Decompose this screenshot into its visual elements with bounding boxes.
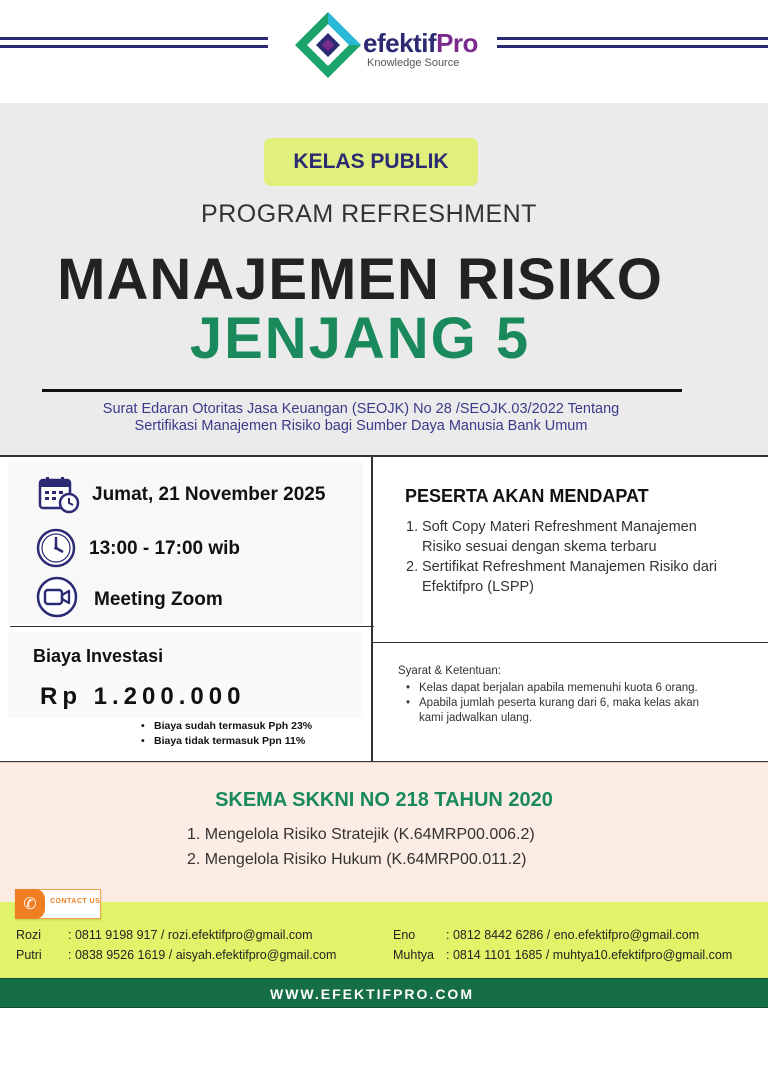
brand-name: efektifPro — [363, 28, 478, 58]
benefit-item: 2. Sertifikat Refreshment Manajemen Risiko dari Efektifpro (LSPP) — [406, 559, 717, 595]
contact-info[interactable]: : 0838 9526 1619 / aisyah.efektifpro@gmail.com — [68, 948, 337, 962]
term-item: • Kelas dapat berjalan apabila memenuhi kuota 6 orang. — [404, 681, 704, 696]
title-divider — [42, 389, 682, 392]
info-left-mid-divider — [10, 626, 374, 627]
terms-title: Syarat & Ketentuan: — [398, 665, 501, 677]
contact-us-label: CONTACT US — [50, 898, 101, 905]
header-rule-right-top — [497, 37, 768, 40]
contact-info[interactable]: : 0814 1101 1685 / muhtya10.efektifpro@gmail.com — [446, 948, 733, 962]
video-camera-icon — [36, 576, 78, 618]
term-item: • Apabila jumlah peserta kurang dari 6, maka kelas akan kami jadwalkan ulang. — [404, 696, 704, 726]
contact-name: Rozi — [16, 928, 42, 942]
contact-name: Eno — [393, 928, 416, 942]
investment-label: Biaya Investasi — [33, 646, 164, 666]
scheme-item: 1. Mengelola Risiko Stratejik (K.64MRP00.006.2) — [187, 826, 535, 843]
logo-diamond-icon — [293, 10, 363, 80]
header-rule-left-bottom — [0, 45, 268, 48]
info-center-divider — [371, 455, 373, 762]
contact-name: Putri — [16, 948, 42, 962]
regulation-reference: Surat Edaran Otoritas Jasa Keuangan (SEOJK) No 28 /SEOJK.03/2022 Tentang Sertifikasi Manajemen Risiko bagi Sumber Daya Manusia Bank Umum — [102, 401, 620, 434]
program-label: PROGRAM REFRESHMENT — [201, 200, 537, 228]
investment-price: Rp 1.200.000 — [40, 683, 246, 710]
scheme-list — [187, 822, 535, 872]
benefit-item: 1. Soft Copy Materi Refreshment Manajemen Risiko sesuai dengan skema terbaru — [406, 519, 697, 555]
header-rule-left-top — [0, 37, 268, 40]
scheme-item: 2. Mengelola Risiko Hukum (K.64MRP00.011.2) — [187, 851, 527, 868]
header-rule-right-bottom — [497, 45, 768, 48]
event-time: 13:00 - 17:00 wib — [89, 538, 241, 559]
info-top-divider — [0, 455, 768, 457]
info-right-mid-divider — [372, 642, 768, 643]
contact-info[interactable]: : 0812 8442 6286 / eno.efektifpro@gmail.com — [446, 928, 700, 942]
benefits-list — [406, 517, 726, 597]
phone-icon: ✆ — [15, 889, 45, 919]
event-date: Jumat, 21 November 2025 — [92, 484, 326, 505]
benefits-title: PESERTA AKAN MENDAPAT — [405, 486, 649, 506]
brand-tagline: Knowledge Source — [367, 57, 460, 69]
page-title: MANAJEMEN RISIKO — [57, 247, 663, 312]
terms-list — [404, 681, 704, 726]
investment-notes — [138, 719, 312, 749]
event-venue: Meeting Zoom — [94, 589, 223, 610]
investment-note: • Biaya tidak termasuk Ppn 11% — [138, 734, 312, 749]
brand-logo[interactable] — [293, 10, 483, 80]
class-type-badge: KELAS PUBLIK — [264, 138, 478, 186]
contact-info[interactable]: : 0811 9198 917 / rozi.efektifpro@gmail.com — [68, 928, 313, 942]
page-subtitle: JENJANG 5 — [189, 306, 531, 371]
clock-icon — [36, 528, 76, 568]
investment-note: • Biaya sudah termasuk Pph 23% — [138, 719, 312, 734]
scheme-title: SKEMA SKKNI NO 218 TAHUN 2020 — [215, 789, 553, 811]
contact-name: Muhtya — [393, 948, 434, 962]
calendar-icon — [38, 476, 80, 514]
website-link[interactable]: WWW.EFEKTIFPRO.COM — [270, 986, 474, 1002]
